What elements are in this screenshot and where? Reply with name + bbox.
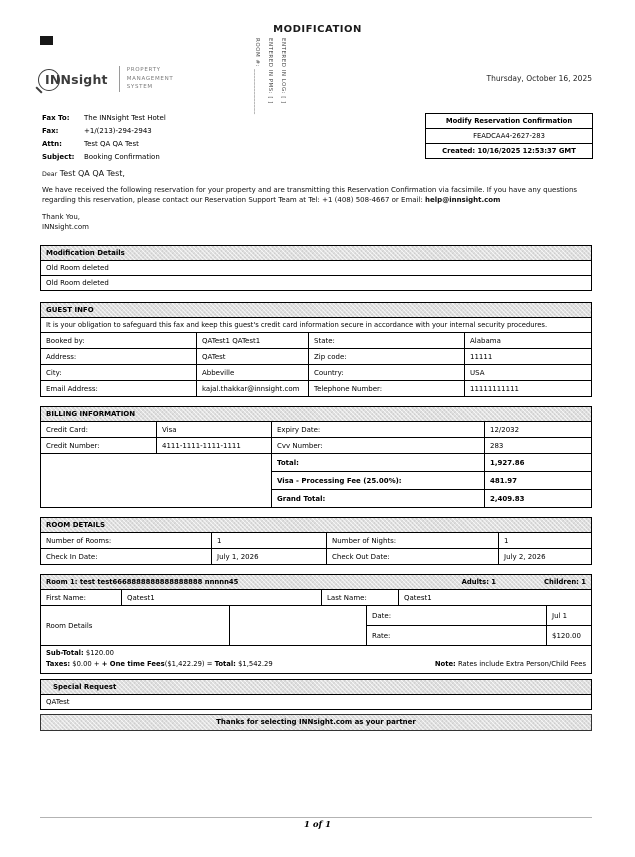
field-label: Email Address: [46,384,98,393]
fees-value: ($1,422.29) = [164,659,215,668]
field-value: 4111-1111-1111-1111 [156,438,271,453]
field-label: Credit Number: [46,441,100,450]
empty-cell [229,606,366,645]
taxes-line [46,659,273,670]
total-value: 2,409.83 [484,489,591,507]
field-value: 12/2032 [484,422,591,437]
field-label: Expiry Date: [271,422,484,437]
document-title: MODIFICATION [273,24,362,35]
table-row [41,348,591,364]
field-value: 1 [211,533,326,548]
field-label: Rate: [366,625,546,645]
letter-text: We have received the following reservation for your property and are transmitting this Reservation Confirmation via facsimile. If you have any questions regarding this reservation, please contact our Reservation Support Team at Tel: +1 (408) 508-4667 or Email: [42,185,578,204]
modification-row: Old Room deleted [41,275,591,290]
room-details-section [40,517,592,565]
field-label: Check Out Date: [326,549,498,564]
total-label: Total: [271,454,484,471]
tagline-line: MANAGEMENT [126,75,174,82]
field-value: kajal.thakkar@innsight.com [196,381,308,396]
room1-totals-lines [46,648,273,670]
section-title: ROOM DETAILS [41,518,591,532]
field-value: 11111111111 [464,381,591,396]
field-label: Number of Nights: [326,533,498,548]
field-value: Jul 1 [546,606,591,625]
field-label: Booked by: [46,336,85,345]
table-row [41,532,591,548]
special-request-value: QATest [41,694,591,709]
table-row [41,332,591,348]
salutation [42,168,594,180]
fax-row [42,138,166,151]
field-label: Country: [308,365,464,380]
field-value: USA [464,365,591,380]
entered-in-pms-stamp: ENTERED IN PMS: [ ] [267,38,273,104]
taxes-label: Taxes: [46,659,71,668]
website-line: INNsight.com [42,223,89,232]
room1-children: Children: 1 [544,578,586,586]
guest-info-section [40,302,592,397]
field-label: Subject: [42,152,75,161]
total-value: 1,927.86 [484,454,591,471]
letter-paragraph [42,186,594,206]
table-row [41,589,591,605]
security-note: It is your obligation to safeguard this fax and keep this guest's credit card information secure in accordance with your internal security procedures. [41,317,591,332]
field-value: +1/(213)-294-2943 [84,126,152,135]
fax-header-block [42,112,166,164]
note-text: Rates include Extra Person/Child Fees [455,659,586,668]
room1-rate-table [41,605,591,645]
table-row [41,437,591,453]
office-stamp-area [254,38,286,115]
field-value: 283 [484,438,591,453]
subtotal-label: Sub-Total: [46,649,84,657]
field-value: Qatest1 [121,590,321,605]
modification-details-section [40,245,592,291]
section-title: Special Request [41,680,591,694]
table-row [41,421,591,437]
room-number-stamp: ROOM #: ______________ [254,38,260,115]
field-label: State: [308,333,464,348]
field-label: Check In Date: [46,552,98,561]
confirmation-code: FEADCAA4-2627-283 [426,128,592,143]
field-value: Abbeville [196,365,308,380]
total-value: 481.97 [484,471,591,489]
magnifier-icon [42,72,108,87]
section-title: Modification Details [41,246,591,260]
modification-row: Old Room deleted [41,260,591,275]
note-label: Note: [434,659,456,668]
logo-divider [119,66,120,92]
field-label: Cvv Number: [271,438,484,453]
subtotal-line [46,648,273,659]
field-label: Attn: [42,139,62,148]
field-value: July 1, 2026 [211,549,326,564]
billing-totals [41,453,591,507]
table-row [41,548,591,564]
field-value: QATest [196,349,308,364]
taxes-value: $0.00 + [70,659,102,668]
total-value: $1,542.29 [235,659,273,668]
redaction-mark [40,36,53,45]
field-label: Credit Card: [46,425,89,434]
field-label: Zip code: [308,349,464,364]
rates-note [435,659,586,670]
field-label: Last Name: [321,590,398,605]
room1-section [40,574,592,674]
room-details-label: Room Details [46,621,93,630]
billing-information-section [40,406,592,508]
field-label: Date: [366,606,546,625]
support-email: help@innsight.com [425,195,501,204]
salutation-prefix: Dear [42,171,58,178]
document-date: Thursday, October 16, 2025 [486,74,592,83]
subtotal-value: $120.00 [83,649,114,657]
field-label: Address: [46,352,77,361]
field-value: $120.00 [546,625,591,645]
room1-header [41,575,591,589]
field-label: Fax To: [42,114,70,122]
table-row [41,364,591,380]
room1-adults: Adults: 1 [461,578,497,586]
total-label: Grand Total: [271,489,484,507]
total-label: Visa - Processing Fee (25.00%): [271,471,484,489]
letter-body [42,168,594,233]
section-title: GUEST INFO [41,303,591,317]
fax-row [42,151,166,164]
tagline-line: PROPERTY [126,67,161,74]
confirmation-box [425,113,593,159]
thank-you-line: Thank You, [42,213,81,222]
confirmation-created: Created: 10/16/2025 12:53:37 GMT [426,143,592,158]
confirmation-title: Modify Reservation Confirmation [445,117,573,125]
field-value: Alabama [464,333,591,348]
fax-row [42,112,166,125]
field-value: 11111 [464,349,591,364]
room1-name: Room 1: test test6668888888888888888 nnnnn45 [46,578,239,586]
thanks-banner: Thanks for selecting INNsight.com as your partner [40,714,592,731]
field-label: City: [46,368,62,377]
tagline-line: SYSTEM [126,84,153,91]
field-label: Number of Rooms: [46,536,112,545]
salutation-name: Test QA QA Test, [57,169,125,178]
brand-name: INNsight [45,71,108,87]
field-value: Qatest1 [398,590,591,605]
footer-divider [40,817,592,818]
page-number: 1 of 1 [303,820,332,830]
special-request-section [40,679,592,710]
field-value: The INNsight Test Hotel [84,114,166,122]
total-label: Total: [214,659,236,668]
room1-totals [41,645,591,673]
field-value: QATest1 QATest1 [196,333,308,348]
field-value: Booking Confirmation [84,152,160,161]
entered-in-log-stamp: ENTERED IN LOG: [ ] [280,38,286,104]
magnifier-circle-icon [38,69,60,91]
empty-cell [41,454,271,507]
fax-row [42,125,166,138]
fees-label: + One time Fees [101,659,165,668]
field-label: Fax: [42,126,59,135]
field-label: Telephone Number: [308,381,464,396]
field-value: July 2, 2026 [498,549,591,564]
logo-tagline [127,66,174,92]
field-value: 1 [498,533,591,548]
field-value: Test QA QA Test [84,139,139,148]
section-title: BILLING INFORMATION [41,407,591,421]
table-row [41,380,591,396]
field-value: Visa [156,422,271,437]
field-label: First Name: [46,593,86,602]
document-sections [40,245,592,731]
innsight-logo [42,66,173,92]
